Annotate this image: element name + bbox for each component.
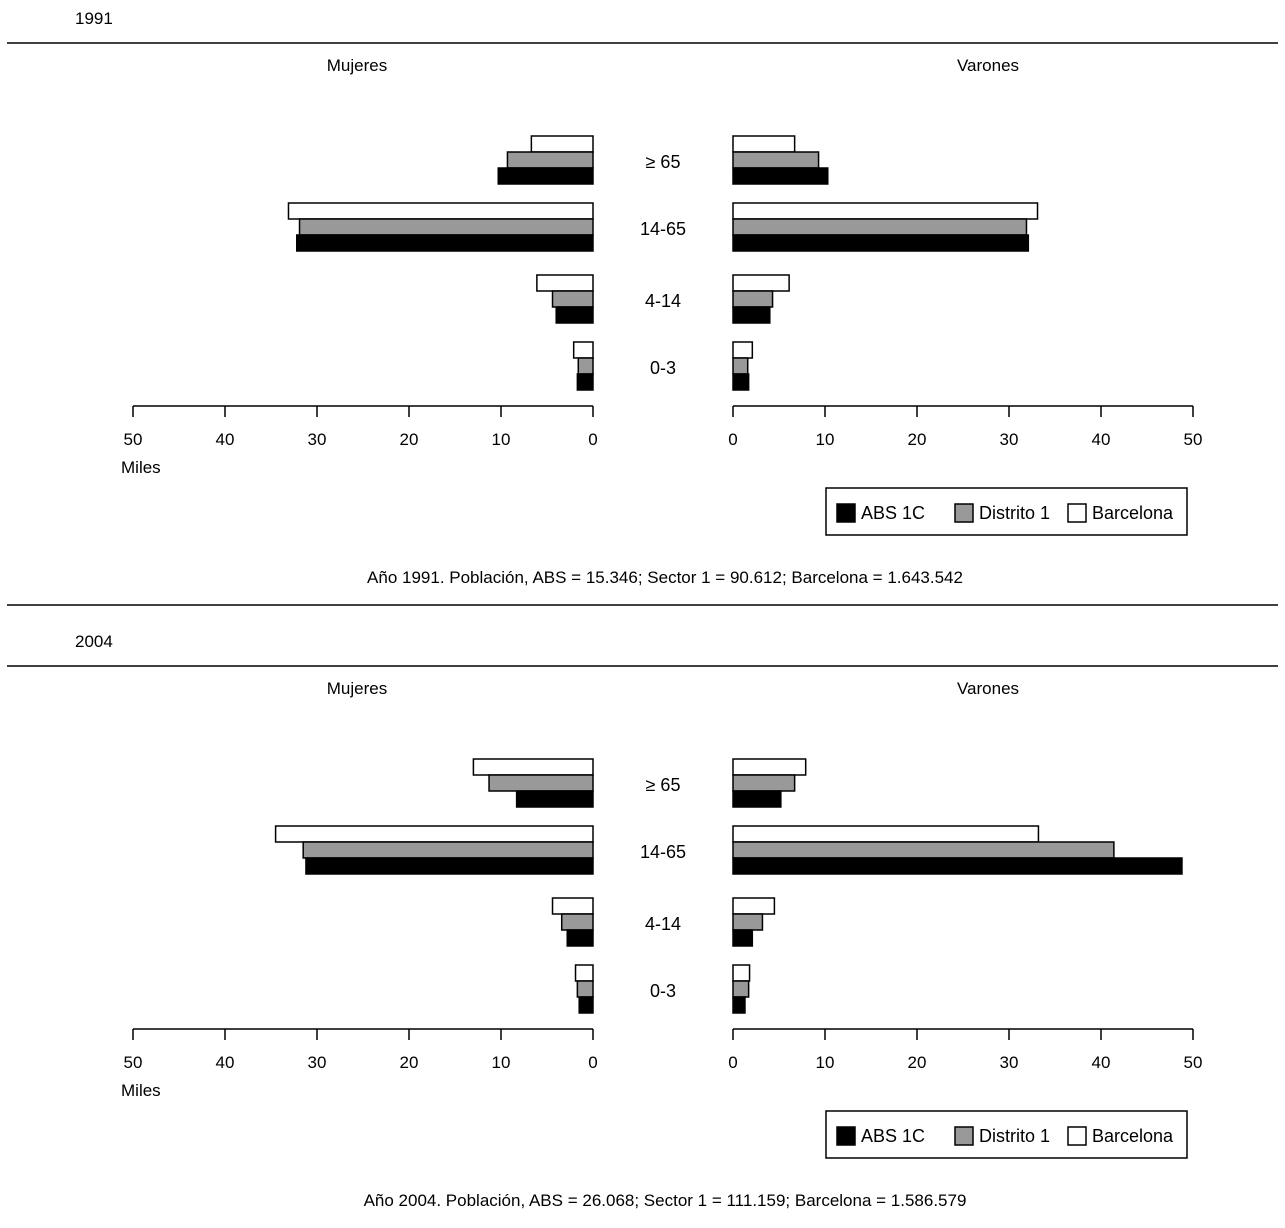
bar-varones-distrito-1-3: [733, 358, 748, 374]
right-tick-label: 0: [728, 1053, 738, 1072]
category-label: 14-65: [639, 842, 687, 862]
right-tick-label: 30: [999, 1053, 1019, 1072]
bar-mujeres-barcelona-2: [553, 898, 593, 914]
bar-varones-barcelona-3: [733, 965, 750, 981]
category-label: 0-3: [649, 981, 677, 1001]
left-tick-label: 40: [215, 1053, 235, 1072]
bar-mujeres-distrito-1-2: [562, 914, 593, 930]
right-tick-label: 40: [1091, 1053, 1111, 1072]
legend-label: Distrito 1: [979, 1126, 1051, 1146]
left-tick-label: 10: [491, 1053, 511, 1072]
category-label: 0-3: [649, 358, 677, 378]
bar-varones-abs-1c-2: [733, 307, 770, 323]
bar-mujeres-barcelona-3: [576, 965, 593, 981]
right-title: Varones: [956, 679, 1020, 698]
panel-1991: [7, 9, 1278, 587]
legend-swatch-abs-1c: [837, 1127, 855, 1145]
bar-mujeres-barcelona-1: [288, 203, 593, 219]
left-tick-label: 10: [491, 430, 511, 449]
axis-unit-label: Miles: [121, 458, 161, 477]
bar-mujeres-barcelona-3: [574, 342, 593, 358]
bar-varones-barcelona-1: [733, 203, 1038, 219]
category-label: ≥ 65: [645, 775, 681, 795]
bar-varones-distrito-1-1: [733, 842, 1114, 858]
legend-label: Barcelona: [1092, 1126, 1174, 1146]
left-tick-label: 30: [307, 1053, 327, 1072]
left-title: Mujeres: [326, 56, 388, 75]
bar-varones-barcelona-0: [733, 759, 806, 775]
bar-mujeres-abs-1c-0: [517, 791, 593, 807]
legend-label: Distrito 1: [979, 503, 1051, 523]
bar-varones-abs-1c-3: [733, 374, 749, 390]
category-label: 14-65: [639, 219, 687, 239]
bar-varones-distrito-1-0: [733, 152, 819, 168]
bar-varones-abs-1c-1: [733, 235, 1028, 251]
bar-mujeres-abs-1c-3: [577, 374, 593, 390]
bar-varones-abs-1c-1: [733, 858, 1182, 874]
bar-varones-barcelona-1: [733, 826, 1038, 842]
left-tick-label: 20: [399, 430, 419, 449]
bar-mujeres-abs-1c-2: [556, 307, 593, 323]
legend-swatch-distrito-1: [955, 504, 973, 522]
bar-mujeres-barcelona-0: [473, 759, 593, 775]
legend-label: Barcelona: [1092, 503, 1174, 523]
bar-varones-distrito-1-3: [733, 981, 749, 997]
bar-varones-barcelona-0: [733, 136, 795, 152]
bar-mujeres-abs-1c-0: [498, 168, 593, 184]
bar-varones-distrito-1-2: [733, 914, 762, 930]
right-tick-label: 30: [999, 430, 1019, 449]
bar-mujeres-abs-1c-1: [297, 235, 593, 251]
panel-2004: [7, 632, 1278, 1210]
year-label: 2004: [75, 632, 113, 651]
legend-label: ABS 1C: [861, 503, 926, 523]
right-title: Varones: [956, 56, 1020, 75]
right-tick-label: 10: [815, 430, 835, 449]
year-label: 1991: [75, 9, 113, 28]
category-label: ≥ 65: [645, 152, 681, 172]
caption: Año 1991. Población, ABS = 15.346; Sector 1 = 90.612; Barcelona = 1.643.542: [367, 568, 963, 587]
bar-varones-abs-1c-2: [733, 930, 752, 946]
left-tick-label: 0: [588, 1053, 598, 1072]
bar-mujeres-barcelona-2: [537, 275, 593, 291]
left-tick-label: 40: [215, 430, 235, 449]
right-tick-label: 40: [1091, 430, 1111, 449]
bar-varones-distrito-1-1: [733, 219, 1026, 235]
category-label: 4-14: [644, 291, 682, 311]
bar-mujeres-distrito-1-0: [489, 775, 593, 791]
right-tick-label: 50: [1183, 430, 1203, 449]
bar-mujeres-distrito-1-2: [553, 291, 593, 307]
axis-unit-label: Miles: [121, 1081, 161, 1100]
bar-mujeres-distrito-1-1: [303, 842, 593, 858]
legend-label: ABS 1C: [861, 1126, 926, 1146]
bar-varones-barcelona-2: [733, 275, 789, 291]
bar-varones-barcelona-2: [733, 898, 774, 914]
right-tick-label: 20: [907, 430, 927, 449]
left-tick-label: 50: [123, 430, 143, 449]
left-tick-label: 50: [123, 1053, 143, 1072]
right-tick-label: 50: [1183, 1053, 1203, 1072]
bar-mujeres-abs-1c-3: [579, 997, 593, 1013]
bar-varones-abs-1c-0: [733, 168, 828, 184]
bar-mujeres-distrito-1-0: [507, 152, 593, 168]
bar-mujeres-abs-1c-1: [306, 858, 593, 874]
bar-mujeres-distrito-1-3: [577, 981, 593, 997]
bar-mujeres-distrito-1-1: [300, 219, 593, 235]
bar-mujeres-barcelona-1: [276, 826, 593, 842]
left-tick-label: 0: [588, 430, 598, 449]
left-title: Mujeres: [326, 679, 388, 698]
bar-varones-abs-1c-3: [733, 997, 745, 1013]
right-tick-label: 10: [815, 1053, 835, 1072]
left-tick-label: 20: [399, 1053, 419, 1072]
caption: Año 2004. Población, ABS = 26.068; Sector 1 = 111.159; Barcelona = 1.586.579: [363, 1191, 967, 1210]
bar-varones-abs-1c-0: [733, 791, 781, 807]
bar-mujeres-distrito-1-3: [578, 358, 593, 374]
bar-varones-distrito-1-2: [733, 291, 773, 307]
legend-swatch-barcelona: [1068, 1127, 1086, 1145]
bar-varones-distrito-1-0: [733, 775, 795, 791]
bar-mujeres-abs-1c-2: [567, 930, 593, 946]
right-tick-label: 0: [728, 430, 738, 449]
legend-swatch-distrito-1: [955, 1127, 973, 1145]
category-label: 4-14: [644, 914, 682, 934]
left-tick-label: 30: [307, 430, 327, 449]
bar-mujeres-barcelona-0: [531, 136, 593, 152]
legend-swatch-barcelona: [1068, 504, 1086, 522]
right-tick-label: 20: [907, 1053, 927, 1072]
bar-varones-barcelona-3: [733, 342, 752, 358]
legend-swatch-abs-1c: [837, 504, 855, 522]
